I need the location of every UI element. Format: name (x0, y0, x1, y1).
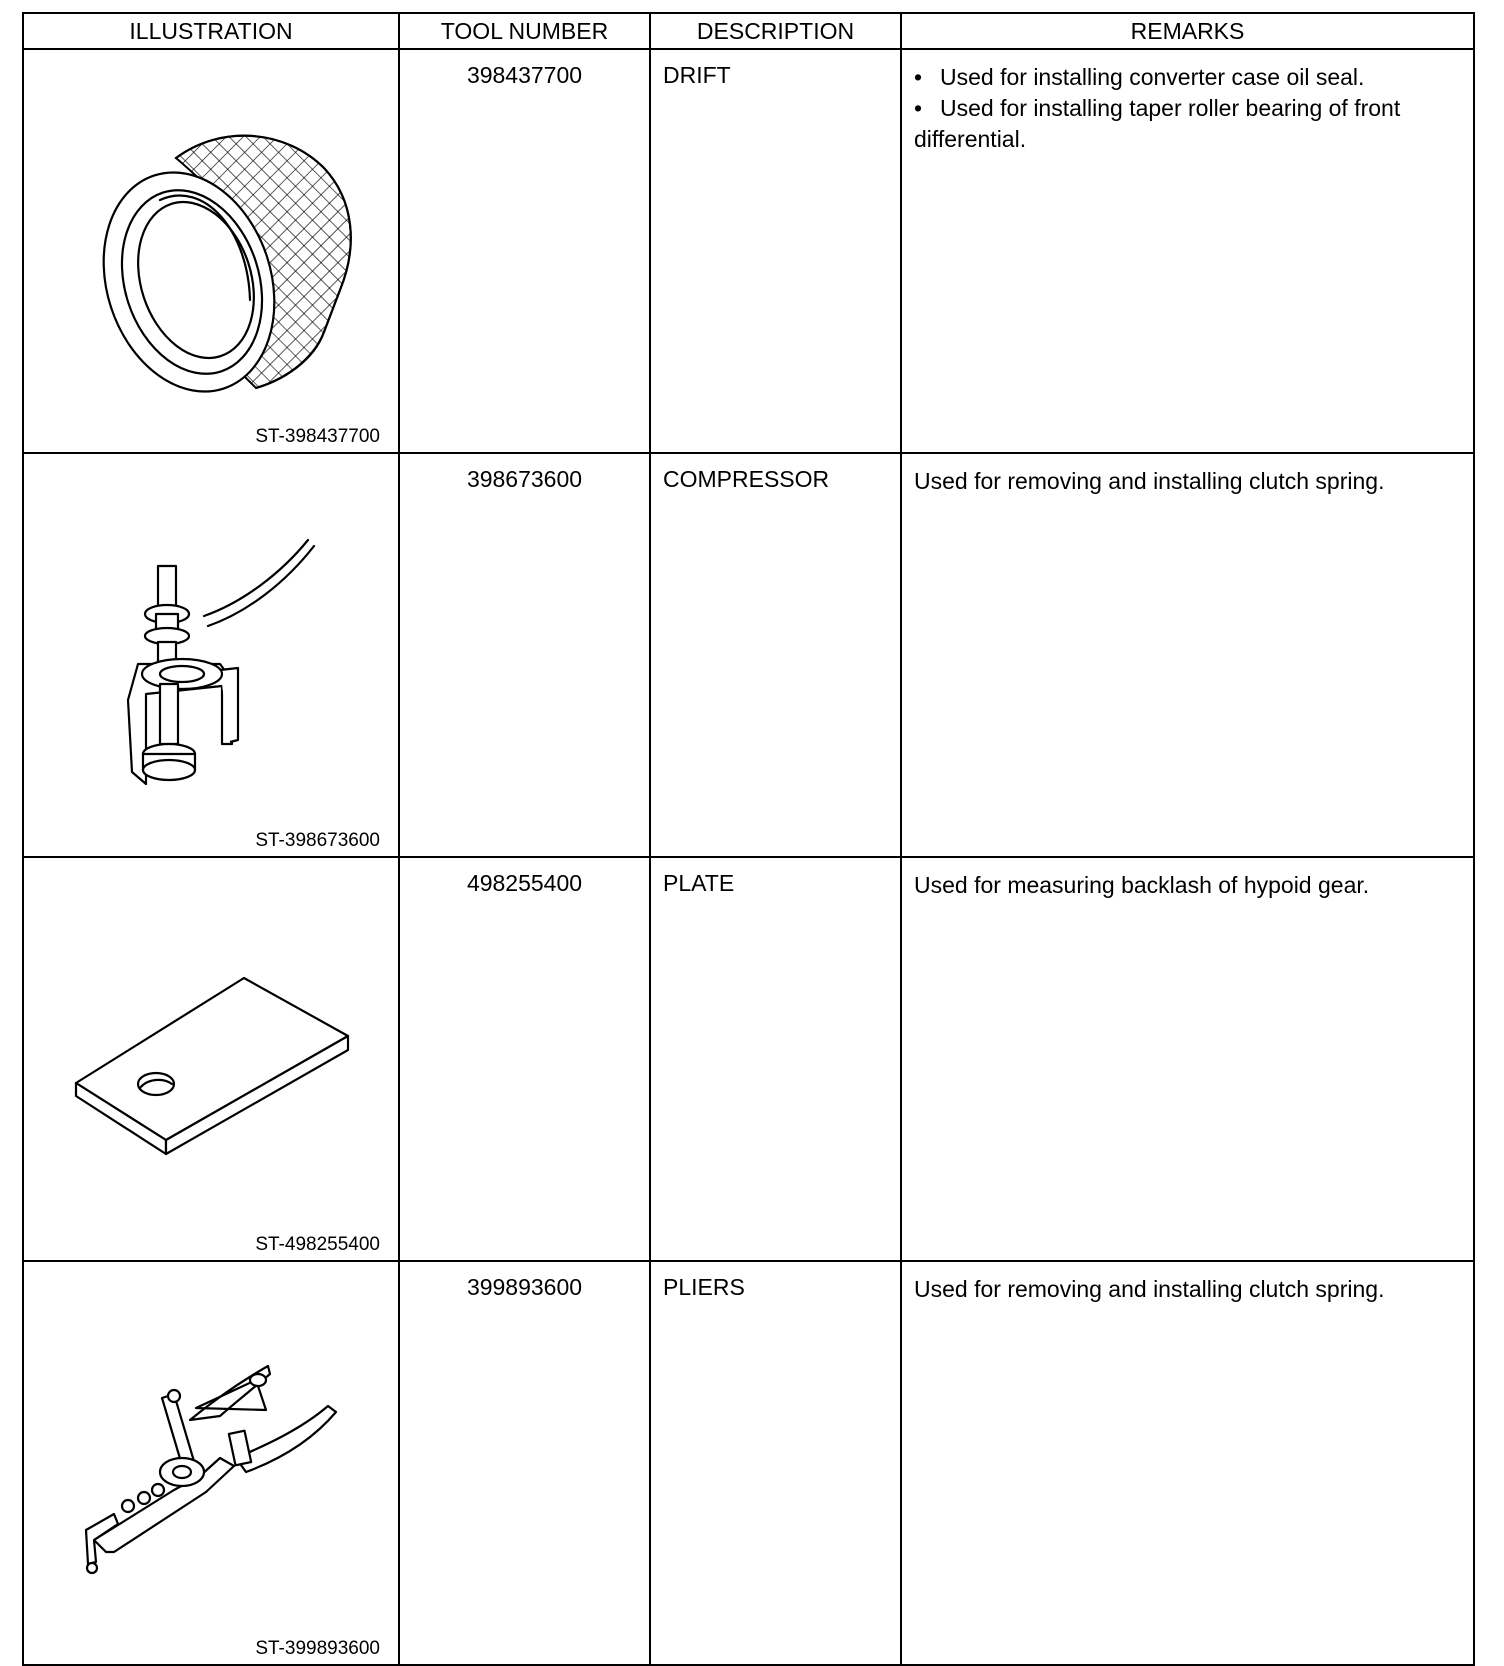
header-tool-number: TOOL NUMBER (399, 13, 650, 49)
special-tools-table (22, 12, 1475, 1666)
compressor-icon (24, 454, 400, 844)
pliers-icon (24, 1262, 400, 1652)
remark-item: Used for removing and installing clutch spring. (914, 1276, 1385, 1302)
header-remarks: REMARKS (901, 13, 1474, 49)
illustration-cell (23, 857, 399, 1261)
remarks-cell (901, 1261, 1474, 1665)
description-cell: PLIERS (650, 1261, 901, 1665)
description-cell: DRIFT (650, 49, 901, 453)
description-cell: COMPRESSOR (650, 453, 901, 857)
illustration-caption: ST-398673600 (255, 830, 380, 851)
table-row (23, 1261, 1474, 1665)
header-illustration: ILLUSTRATION (23, 13, 399, 49)
illustration-caption: ST-399893600 (255, 1638, 380, 1659)
illustration-cell (23, 453, 399, 857)
remarks-cell (901, 453, 1474, 857)
remarks-cell (901, 49, 1474, 453)
table-row (23, 49, 1474, 453)
remark-item: • Used for installing taper roller bearing of front differential. (914, 93, 1461, 155)
illustration-caption: ST-398437700 (255, 426, 380, 447)
remark-item: Used for removing and installing clutch spring. (914, 468, 1385, 494)
table-row (23, 453, 1474, 857)
tool-number-cell: 398437700 (399, 49, 650, 453)
tool-number-cell: 498255400 (399, 857, 650, 1261)
illustration-cell (23, 49, 399, 453)
tool-number-cell: 399893600 (399, 1261, 650, 1665)
description-cell: PLATE (650, 857, 901, 1261)
remark-item: Used for measuring backlash of hypoid gear. (914, 872, 1370, 898)
drift-ring-icon (24, 50, 400, 440)
tool-number-cell: 398673600 (399, 453, 650, 857)
remarks-cell (901, 857, 1474, 1261)
plate-icon (24, 858, 400, 1248)
illustration-caption: ST-498255400 (255, 1234, 380, 1255)
remark-item: • Used for installing converter case oil seal. (914, 62, 1461, 93)
table-header-row (23, 13, 1474, 49)
illustration-cell (23, 1261, 399, 1665)
table-row (23, 857, 1474, 1261)
header-description: DESCRIPTION (650, 13, 901, 49)
